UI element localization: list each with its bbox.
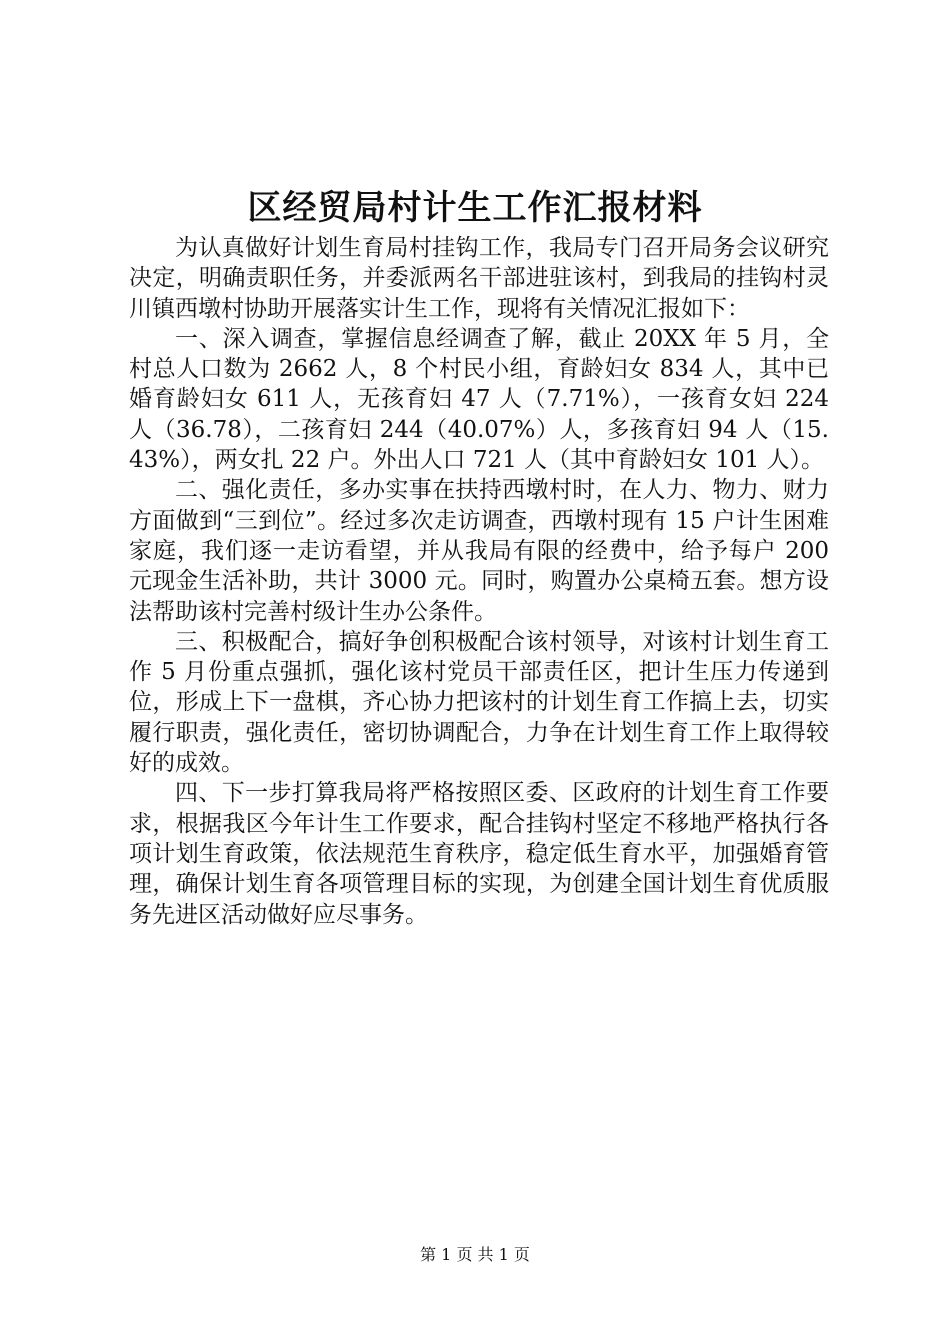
paragraph-section-2: 二、强化责任，多办实事在扶持西墩村时，在人力、物力、财力方面做到“三到位”。经过多次走访调查，西墩村现有 15 户计生困难家庭，我们逐一走访看望，并从我局有限的经费中，给予每户 200 元现金生活补助，共计 3000 元。同时，购置办公桌椅五套。想方设法帮助该村完善村级计生办公条件。 bbox=[129, 477, 829, 625]
document-body bbox=[129, 233, 829, 930]
paragraph-section-3: 三、积极配合，搞好争创积极配合该村领导，对该村计划生育工作 5 月份重点强抓，强化该村党员干部责任区，把计生压力传递到位，形成上下一盘棋，齐心协力把该村的计划生育工作搞上去，切实履行职责，强化责任，密切协调配合，力争在计划生育工作上取得较好的成效。 bbox=[129, 628, 829, 777]
paragraph-section-4: 四、下一步打算我局将严格按照区委、区政府的计划生育工作要求，根据我区今年计生工作要求，配合挂钩村坚定不移地严格执行各项计划生育政策，依法规范生育秩序，稳定低生育水平，加强婚育管理，确保计划生育各项管理目标的实现，为创建全国计划生育优质服务先进区活动做好应尽事务。 bbox=[129, 780, 829, 928]
document-title: 区经贸局村计生工作汇报材料 bbox=[247, 188, 703, 228]
paragraph-intro: 为认真做好计划生育局村挂钩工作，我局专门召开局务会议研究决定，明确责职任务，并委派两名干部进驻该村，到我局的挂钩村灵川镇西墩村协助开展落实计生工作，现将有关情况汇报如下： bbox=[129, 235, 829, 322]
paragraph-section-1: 一、深入调查，掌握信息经调查了解，截止 20XX 年 5 月，全村总人口数为 2662 人，8 个村民小组，育龄妇女 834 人，其中已婚育龄妇女 611 人，无孩育妇 47 人（7.71%），一孩育女妇 224 人（36.78），二孩育妇 244（40.07%）人，多孩育妇 94 人（15.43%），两女扎 22 户。外出人口 721 人（其中育龄妇女 101 人）。 bbox=[129, 325, 829, 474]
page-footer: 第 1 页 共 1 页 bbox=[420, 1245, 530, 1264]
